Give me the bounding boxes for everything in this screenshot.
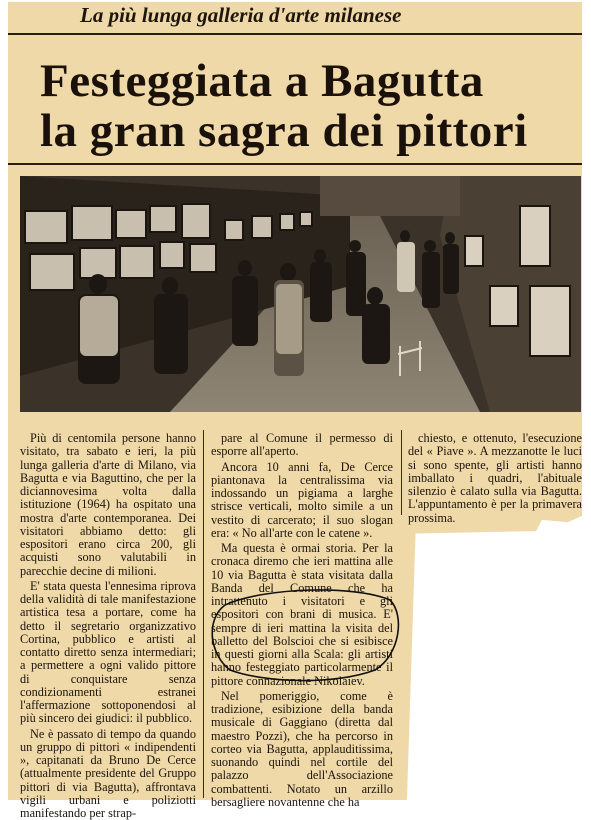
paragraph: Più di centomila persone hanno visitato, tra sabato e ieri, la più lunga galleria d'arte di Milano, via Bagutta e via Baguttino, che per la diciannovesima volta dalla istituzione (1964) ha ospitato una mostra d'arte contemporanea. Dei visitatori abbiamo detto: gli espositori erano circa 200, gli acquisti sono valutabili in parecchie decine di milioni. [20,432,196,578]
paragraph: Ma questa è ormai storia. Per la cronaca diremo che ieri mattina alle 10 via Bagutta è stata visitata dalla Banda del Comune che ha intrattenuto i visitatori e gli espositori con brani di musica. E' sempre di ieri mattina la visita del balletto del Bolscioi che si esibisce in questi giorni alla Scala: gli artisti hanno festeggiato particolarmente il pittore connazionale Nikolaiev. [211,542,393,688]
paragraph: Nel pomeriggio, come è tradizione, esibizione della banda musicale di Gaggiano (diretta dal maestro Pozzi), che ha percorso in corteo via Bagutta, applauditissima, suonando quindi nel cortile del palazzo dell'Associazione combattenti. Notato un arzillo bersagliere novantenne che ha [211,690,393,809]
column-divider [401,430,402,515]
headline-line-2: la gran sagra dei pittori [40,106,580,156]
article-column-2 [211,432,393,809]
paragraph: chiesto, e ottenuto, l'esecuzione del « Piave ». A mezzanotte le luci si sono spente, gli artisti hanno imballato i quadri, l'abituale silenzio è calato sulla via Bagutta. L'appuntamento è per la primavera prossima. [408,432,582,525]
article-column-3 [408,432,582,525]
paragraph: E' stata questa l'ennesima riprova della validità di tale manifestazione artistica tesa a portare, come ha detto il segretario organizzativo Cortina, pubblico e artisti al contatto diretto senza intermediari; a permettere a ogni valido pittore di conquistare senza condizionamenti estranei l'affermazione sottoponendosi al più sincero dei giudici: il pubblico. [20,580,196,726]
headline [40,56,580,156]
street-art-exhibition-photo [20,176,581,412]
photo-illustration [20,176,581,412]
headline-rule [8,163,582,165]
headline-line-1: Festeggiata a Bagutta [40,56,580,106]
column-divider [203,430,204,798]
kicker-headline: La più lunga galleria d'arte milanese [80,3,540,28]
paragraph: Ne è passato di tempo da quando un gruppo di pittori « indipendenti », capitanati da Bruno De Cerce (attualmente presidente del Gruppo pittori di via Bagutta), affrontava vigili urbani e poliziotti manifestando per strap- [20,728,196,820]
article-column-1 [20,432,196,820]
paragraph: Ancora 10 anni fa, De Cerce piantonava la centralissima via indossando un pigiama a larghe strisce verticali, molto simile a un vestito di carcerato; il suo slogan era: « No all'arte con le catene ». [211,461,393,541]
paragraph: pare al Comune il permesso di esporre all'aperto. [211,432,393,459]
kicker-rule [8,33,582,35]
